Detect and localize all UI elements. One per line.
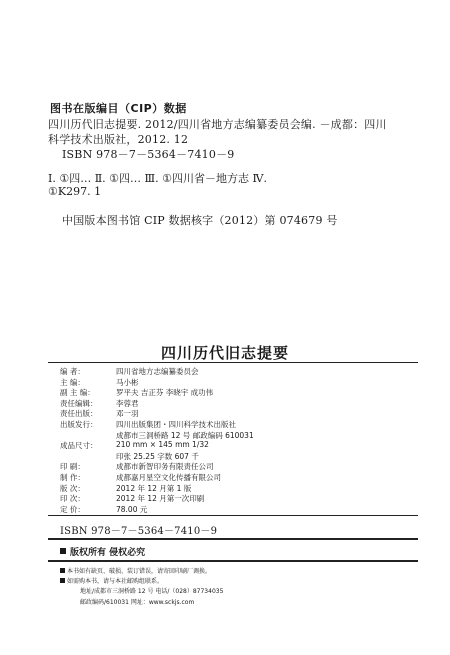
title-rule <box>48 362 418 363</box>
info-value: 四川出版集团・四川科学技术出版社 <box>116 420 236 429</box>
cip-subjects-line2: ①K297. 1 <box>48 185 102 198</box>
square-bullet-icon <box>60 548 66 554</box>
info-value: 2012 年 12 月第 1 版 <box>116 483 192 493</box>
notice-line2: 如需购本书，请与本社邮购组联系。 <box>60 576 163 585</box>
info-value: 成都市新智印务有限责任公司 <box>116 462 214 472</box>
info-label: 出版发行： <box>60 420 98 429</box>
info-value: 李蓉君 <box>116 398 139 408</box>
square-bullet-icon <box>60 578 65 583</box>
book-isbn: ISBN 978－7－5364－7410－9 <box>60 526 218 537</box>
rights-rule-top <box>48 538 418 540</box>
info-value: 罗平夫 吉正芬 李晓宇 成功伟 <box>116 388 214 398</box>
info-value: 78.00 元 <box>116 504 148 514</box>
book-title: 四川历代旧志提要 <box>160 344 289 362</box>
cip-publisher-line: 科学技术出版社，2012. 12 <box>48 133 189 146</box>
info-label: 印 次： <box>60 494 85 504</box>
info-label: 编 者： <box>60 367 85 376</box>
info-value: 马小彬 <box>116 377 139 387</box>
info-value: 成都市三洞桥路 12 号 邮政编码 610031 <box>116 430 254 440</box>
info-value: 2012 年 12 月第一次印刷 <box>116 494 205 504</box>
info-value: 成都嘉月星空文化传播有限公司 <box>116 473 221 482</box>
cip-subjects-line1: Ⅰ. ①四… Ⅱ. ①四… Ⅲ. ①四川省－地方志 Ⅳ. <box>48 172 267 185</box>
info-value: 邓一羽 <box>116 409 139 419</box>
cip-library-note: 中国版本图书馆 CIP 数据核字（2012）第 074679 号 <box>62 214 338 227</box>
info-label: 责任出版： <box>60 409 98 419</box>
info-label: 责任编辑： <box>60 398 98 408</box>
info-value: 210 mm × 145 mm 1/32 <box>116 440 209 450</box>
isbn-rule <box>48 515 418 516</box>
info-value: 印张 25.25 字数 607 千 <box>116 451 199 461</box>
info-label: 版 次： <box>60 483 85 493</box>
cip-title-line: 四川历代旧志提要. 2012/四川省地方志编纂委员会编. －成都：四川 <box>48 118 387 131</box>
cip-isbn: ISBN 978－7－5364－7410－9 <box>62 148 235 161</box>
notice-line3: 地址/成都市三洞桥路 12 号 电话/（028）87734035 <box>80 588 224 595</box>
info-label: 定 价： <box>60 504 85 514</box>
notice-line4: 邮政编码/610031 网址：www.sckjs.com <box>80 599 195 606</box>
info-label: 成品尺寸： <box>60 441 98 451</box>
square-bullet-icon <box>60 568 65 573</box>
info-label: 主 编： <box>60 377 85 387</box>
info-label: 制 作： <box>60 473 85 482</box>
rights-text: 版权所有 侵权必究 <box>70 548 146 558</box>
cip-heading: 图书在版编目（CIP）数据 <box>50 102 187 115</box>
info-label: 副 主 编： <box>60 388 95 398</box>
rights-rule-bottom <box>48 560 418 562</box>
info-label: 印 刷： <box>60 462 85 472</box>
notice-line1: 本书如有缺页、破损、装订错误，请寄回印刷厂调换。 <box>60 566 211 575</box>
rights-line <box>60 545 145 558</box>
info-value: 四川省地方志编纂委员会 <box>116 367 199 376</box>
